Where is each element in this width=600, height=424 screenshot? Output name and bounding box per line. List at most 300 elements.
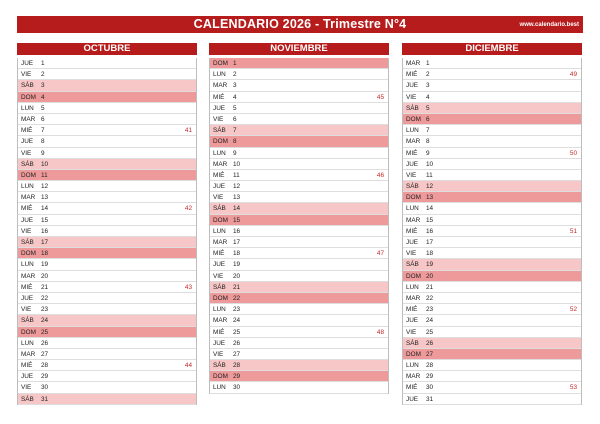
weekday-label: VIE xyxy=(21,306,32,314)
day-number: 24 xyxy=(233,317,241,325)
weekday-label: SÁB xyxy=(213,205,226,213)
day-row xyxy=(210,58,388,69)
day-row xyxy=(403,125,581,136)
weekday-label: VIE xyxy=(406,93,417,101)
day-row xyxy=(403,92,581,103)
day-number: 2 xyxy=(233,71,237,79)
day-row xyxy=(210,69,388,80)
day-row xyxy=(18,282,196,293)
day-row xyxy=(403,271,581,282)
day-row xyxy=(210,349,388,360)
day-number: 11 xyxy=(426,171,433,179)
day-row xyxy=(210,338,388,349)
day-number: 7 xyxy=(41,127,45,135)
weekday-label: VIE xyxy=(213,115,224,123)
weekday-label: MIÉ xyxy=(406,384,418,392)
day-row xyxy=(210,271,388,282)
weekday-label: MAR xyxy=(213,160,228,168)
day-number: 9 xyxy=(233,149,237,157)
day-row xyxy=(18,80,196,91)
day-row xyxy=(18,148,196,159)
day-number: 1 xyxy=(41,60,45,67)
day-number: 31 xyxy=(426,395,434,403)
weekday-label: JUE xyxy=(213,183,226,191)
day-number: 25 xyxy=(233,328,241,336)
week-number: 47 xyxy=(376,250,384,258)
day-number: 3 xyxy=(41,82,45,90)
day-number: 27 xyxy=(41,350,49,358)
day-row xyxy=(18,293,196,304)
weekday-label: LUN xyxy=(213,306,226,314)
day-number: 2 xyxy=(41,71,45,79)
day-row xyxy=(18,327,196,338)
weekday-label: LUN xyxy=(21,339,34,347)
day-row xyxy=(210,304,388,315)
weekday-label: LUN xyxy=(213,384,226,392)
day-number: 12 xyxy=(426,183,434,191)
day-number: 13 xyxy=(426,194,434,202)
weekday-label: SÁB xyxy=(21,82,34,90)
weekday-label: DOM xyxy=(406,194,421,202)
day-row xyxy=(403,69,581,80)
day-row xyxy=(210,226,388,237)
day-number: 4 xyxy=(41,93,45,101)
weekday-label: MIÉ xyxy=(406,227,418,235)
week-number: 44 xyxy=(184,362,192,370)
day-row xyxy=(18,226,196,237)
weekday-label: JUE xyxy=(21,138,34,146)
day-row xyxy=(403,248,581,259)
weekday-label: JUE xyxy=(213,261,226,269)
day-number: 2 xyxy=(426,71,430,79)
week-number: 45 xyxy=(376,93,384,101)
day-row xyxy=(403,58,581,69)
day-row xyxy=(18,315,196,326)
day-number: 6 xyxy=(41,115,45,123)
day-number: 28 xyxy=(233,362,241,370)
weekday-label: MIÉ xyxy=(21,127,33,135)
day-row xyxy=(403,293,581,304)
weekday-label: DOM xyxy=(213,60,228,67)
day-row xyxy=(18,349,196,360)
weekday-label: DOM xyxy=(213,373,228,381)
weekday-label: MIÉ xyxy=(406,149,418,157)
day-number: 8 xyxy=(233,138,237,146)
weekday-label: DOM xyxy=(213,138,228,146)
day-number: 17 xyxy=(426,239,434,246)
weekday-label: SÁB xyxy=(406,261,419,269)
day-number: 21 xyxy=(41,283,49,291)
day-row xyxy=(18,203,196,214)
weekday-label: LUN xyxy=(213,149,226,157)
day-list xyxy=(402,58,582,405)
weekday-label: VIE xyxy=(213,272,224,280)
day-row xyxy=(403,259,581,270)
day-row xyxy=(210,170,388,181)
weekday-label: LUN xyxy=(213,227,226,235)
weekday-label: JUE xyxy=(406,395,419,403)
day-row xyxy=(210,259,388,270)
week-number: 50 xyxy=(569,149,577,157)
day-row xyxy=(403,360,581,371)
weekday-label: MAR xyxy=(21,194,36,202)
day-number: 9 xyxy=(426,149,430,157)
day-row xyxy=(403,304,581,315)
weekday-label: JUE xyxy=(406,82,419,90)
weekday-label: SÁB xyxy=(406,104,419,112)
weekday-label: DOM xyxy=(406,115,421,123)
day-row xyxy=(210,92,388,103)
day-number: 10 xyxy=(426,160,434,168)
day-row xyxy=(403,192,581,203)
day-number: 4 xyxy=(233,93,237,101)
day-row xyxy=(403,103,581,114)
day-row xyxy=(18,394,196,405)
week-number: 52 xyxy=(569,306,577,314)
day-number: 1 xyxy=(426,60,430,67)
day-number: 22 xyxy=(41,294,49,302)
day-row xyxy=(210,237,388,248)
weekday-label: VIE xyxy=(406,328,417,336)
day-row xyxy=(18,192,196,203)
weekday-label: MIÉ xyxy=(21,283,33,291)
day-number: 30 xyxy=(233,384,241,392)
day-number: 12 xyxy=(41,183,49,191)
day-row xyxy=(210,382,388,393)
day-number: 19 xyxy=(426,261,434,269)
weekday-label: SÁB xyxy=(213,283,226,291)
day-row xyxy=(18,114,196,125)
day-number: 20 xyxy=(426,272,434,280)
weekday-label: VIE xyxy=(406,171,417,179)
weekday-label: SÁB xyxy=(213,362,226,370)
weekday-label: SÁB xyxy=(213,127,226,135)
day-row xyxy=(210,125,388,136)
day-number: 10 xyxy=(233,160,241,168)
day-number: 25 xyxy=(426,328,434,336)
day-number: 7 xyxy=(233,127,237,135)
day-number: 15 xyxy=(41,216,49,224)
day-row xyxy=(403,159,581,170)
day-row xyxy=(210,159,388,170)
month-header: OCTUBRE xyxy=(17,43,197,55)
day-number: 26 xyxy=(426,339,434,347)
weekday-label: MIÉ xyxy=(213,328,225,336)
day-list xyxy=(209,58,389,394)
weekday-label: VIE xyxy=(21,71,32,79)
day-number: 5 xyxy=(426,104,430,112)
day-row xyxy=(210,315,388,326)
day-number: 29 xyxy=(41,373,49,381)
day-row xyxy=(403,382,581,393)
weekday-label: LUN xyxy=(21,104,34,112)
day-number: 3 xyxy=(233,82,237,90)
day-number: 5 xyxy=(233,104,237,112)
day-row xyxy=(18,136,196,147)
weekday-label: VIE xyxy=(406,250,417,258)
day-row xyxy=(210,282,388,293)
day-row xyxy=(18,69,196,80)
day-number: 15 xyxy=(233,216,241,224)
weekday-label: MIÉ xyxy=(213,93,225,101)
day-row xyxy=(210,136,388,147)
day-number: 11 xyxy=(233,171,240,179)
day-number: 21 xyxy=(426,283,434,291)
day-row xyxy=(18,170,196,181)
day-number: 17 xyxy=(233,239,241,246)
day-number: 25 xyxy=(41,328,49,336)
day-row xyxy=(403,282,581,293)
week-number: 46 xyxy=(376,171,384,179)
weekday-label: SÁB xyxy=(21,395,34,403)
day-number: 18 xyxy=(233,250,241,258)
weekday-label: MAR xyxy=(406,294,421,302)
day-row xyxy=(210,360,388,371)
month-column-november xyxy=(209,43,389,394)
day-number: 9 xyxy=(41,149,45,157)
day-row xyxy=(210,192,388,203)
day-number: 23 xyxy=(426,306,434,314)
day-number: 24 xyxy=(41,317,49,325)
day-number: 23 xyxy=(233,306,241,314)
day-row xyxy=(18,360,196,371)
day-row xyxy=(403,170,581,181)
day-number: 14 xyxy=(233,205,241,213)
day-row xyxy=(403,349,581,360)
weekday-label: MIÉ xyxy=(406,71,418,79)
day-row xyxy=(18,259,196,270)
day-row xyxy=(403,136,581,147)
day-row xyxy=(210,293,388,304)
weekday-label: MAR xyxy=(406,373,421,381)
weekday-label: MAR xyxy=(406,138,421,146)
day-number: 30 xyxy=(41,384,49,392)
day-row xyxy=(210,371,388,382)
day-number: 17 xyxy=(41,239,49,246)
day-number: 14 xyxy=(41,205,49,213)
day-number: 10 xyxy=(41,160,49,168)
day-row xyxy=(18,125,196,136)
weekday-label: JUE xyxy=(21,60,34,67)
day-number: 14 xyxy=(426,205,434,213)
weekday-label: JUE xyxy=(213,104,226,112)
day-number: 1 xyxy=(233,60,237,67)
day-number: 26 xyxy=(41,339,49,347)
day-number: 13 xyxy=(233,194,241,202)
day-list xyxy=(17,58,197,405)
day-number: 29 xyxy=(426,373,434,381)
day-row xyxy=(403,315,581,326)
day-row xyxy=(210,103,388,114)
weekday-label: LUN xyxy=(406,362,419,370)
day-number: 8 xyxy=(41,138,45,146)
day-row xyxy=(403,371,581,382)
day-number: 29 xyxy=(233,373,241,381)
weekday-label: DOM xyxy=(213,294,228,302)
weekday-label: MIÉ xyxy=(21,205,33,213)
day-row xyxy=(403,394,581,405)
day-row xyxy=(403,237,581,248)
weekday-label: MAR xyxy=(21,115,36,123)
day-row xyxy=(210,327,388,338)
day-row xyxy=(18,181,196,192)
weekday-label: VIE xyxy=(21,149,32,157)
day-row xyxy=(210,181,388,192)
weekday-label: LUN xyxy=(406,127,419,135)
weekday-label: VIE xyxy=(21,227,32,235)
title-banner xyxy=(17,16,583,33)
page-title: CALENDARIO 2026 - Trimestre N°4 xyxy=(193,17,407,31)
week-number: 53 xyxy=(569,384,577,392)
day-number: 13 xyxy=(41,194,49,202)
week-number: 43 xyxy=(184,283,192,291)
day-number: 5 xyxy=(41,104,45,112)
day-row xyxy=(210,215,388,226)
weekday-label: JUE xyxy=(21,216,34,224)
day-number: 19 xyxy=(41,261,49,269)
weekday-label: JUE xyxy=(406,317,419,325)
day-row xyxy=(18,237,196,248)
weekday-label: LUN xyxy=(406,283,419,291)
day-row xyxy=(403,226,581,237)
day-row xyxy=(210,80,388,91)
weekday-label: MAR xyxy=(406,60,421,67)
weekday-label: LUN xyxy=(21,183,34,191)
day-number: 20 xyxy=(41,272,49,280)
weekday-label: LUN xyxy=(21,261,34,269)
weekday-label: JUE xyxy=(21,373,34,381)
day-row xyxy=(18,215,196,226)
weekday-label: JUE xyxy=(213,339,226,347)
day-row xyxy=(18,159,196,170)
weekday-label: DOM xyxy=(21,250,36,258)
weekday-label: SÁB xyxy=(21,160,34,168)
day-number: 30 xyxy=(426,384,434,392)
month-column-december xyxy=(402,43,582,405)
day-row xyxy=(18,103,196,114)
week-number: 41 xyxy=(184,127,192,135)
day-number: 18 xyxy=(426,250,434,258)
month-header: DICIEMBRE xyxy=(402,43,582,55)
weekday-label: JUE xyxy=(406,239,419,246)
weekday-label: DOM xyxy=(21,328,36,336)
month-column-october xyxy=(17,43,197,405)
day-number: 31 xyxy=(41,395,49,403)
weekday-label: DOM xyxy=(21,171,36,179)
weekday-label: VIE xyxy=(213,350,224,358)
day-number: 3 xyxy=(426,82,430,90)
weekday-label: DOM xyxy=(213,216,228,224)
weekday-label: JUE xyxy=(406,160,419,168)
day-row xyxy=(403,338,581,349)
weekday-label: MAR xyxy=(213,82,228,90)
weekday-label: DOM xyxy=(406,350,421,358)
month-header: NOVIEMBRE xyxy=(209,43,389,55)
day-row xyxy=(403,327,581,338)
week-number: 51 xyxy=(569,227,577,235)
weekday-label: MAR xyxy=(21,350,36,358)
day-number: 22 xyxy=(426,294,434,302)
day-number: 16 xyxy=(233,227,241,235)
day-number: 6 xyxy=(233,115,237,123)
day-number: 8 xyxy=(426,138,430,146)
weekday-label: VIE xyxy=(213,194,224,202)
weekday-label: JUE xyxy=(21,294,34,302)
day-row xyxy=(18,382,196,393)
day-number: 27 xyxy=(233,350,241,358)
day-number: 12 xyxy=(233,183,241,191)
site-url: www.calendario.best xyxy=(519,22,579,28)
day-row xyxy=(18,371,196,382)
weekday-label: SÁB xyxy=(406,183,419,191)
day-number: 16 xyxy=(426,227,434,235)
day-number: 24 xyxy=(426,317,434,325)
week-number: 49 xyxy=(569,71,577,79)
weekday-label: MAR xyxy=(406,216,421,224)
week-number: 42 xyxy=(184,205,192,213)
weekday-label: DOM xyxy=(21,93,36,101)
day-number: 15 xyxy=(426,216,434,224)
day-number: 20 xyxy=(233,272,241,280)
weekday-label: MAR xyxy=(213,317,228,325)
day-number: 16 xyxy=(41,227,49,235)
day-row xyxy=(403,80,581,91)
day-row xyxy=(403,203,581,214)
day-row xyxy=(18,271,196,282)
weekday-label: MIÉ xyxy=(213,171,225,179)
day-row xyxy=(210,203,388,214)
weekday-label: MAR xyxy=(213,239,228,246)
day-number: 21 xyxy=(233,283,241,291)
weekday-label: MIÉ xyxy=(406,306,418,314)
weekday-label: SÁB xyxy=(21,317,34,325)
day-number: 4 xyxy=(426,93,430,101)
day-number: 26 xyxy=(233,339,241,347)
weekday-label: MAR xyxy=(21,272,36,280)
weekday-label: DOM xyxy=(406,272,421,280)
day-row xyxy=(210,114,388,125)
weekday-label: SÁB xyxy=(21,239,34,246)
day-row xyxy=(210,148,388,159)
day-number: 22 xyxy=(233,294,241,302)
day-row xyxy=(18,92,196,103)
weekday-label: VIE xyxy=(21,384,32,392)
weekday-label: SÁB xyxy=(406,339,419,347)
day-number: 19 xyxy=(233,261,241,269)
weekday-label: MIÉ xyxy=(213,250,225,258)
day-row xyxy=(403,148,581,159)
day-row xyxy=(18,58,196,69)
day-number: 28 xyxy=(426,362,434,370)
day-number: 28 xyxy=(41,362,49,370)
day-number: 7 xyxy=(426,127,430,135)
day-number: 23 xyxy=(41,306,49,314)
day-number: 11 xyxy=(41,171,48,179)
day-row xyxy=(403,215,581,226)
week-number: 48 xyxy=(376,328,384,336)
day-row xyxy=(210,248,388,259)
day-row xyxy=(403,114,581,125)
day-row xyxy=(18,248,196,259)
weekday-label: LUN xyxy=(406,205,419,213)
day-number: 18 xyxy=(41,250,49,258)
day-number: 6 xyxy=(426,115,430,123)
weekday-label: LUN xyxy=(213,71,226,79)
day-row xyxy=(18,338,196,349)
day-row xyxy=(18,304,196,315)
day-number: 27 xyxy=(426,350,434,358)
day-row xyxy=(403,181,581,192)
